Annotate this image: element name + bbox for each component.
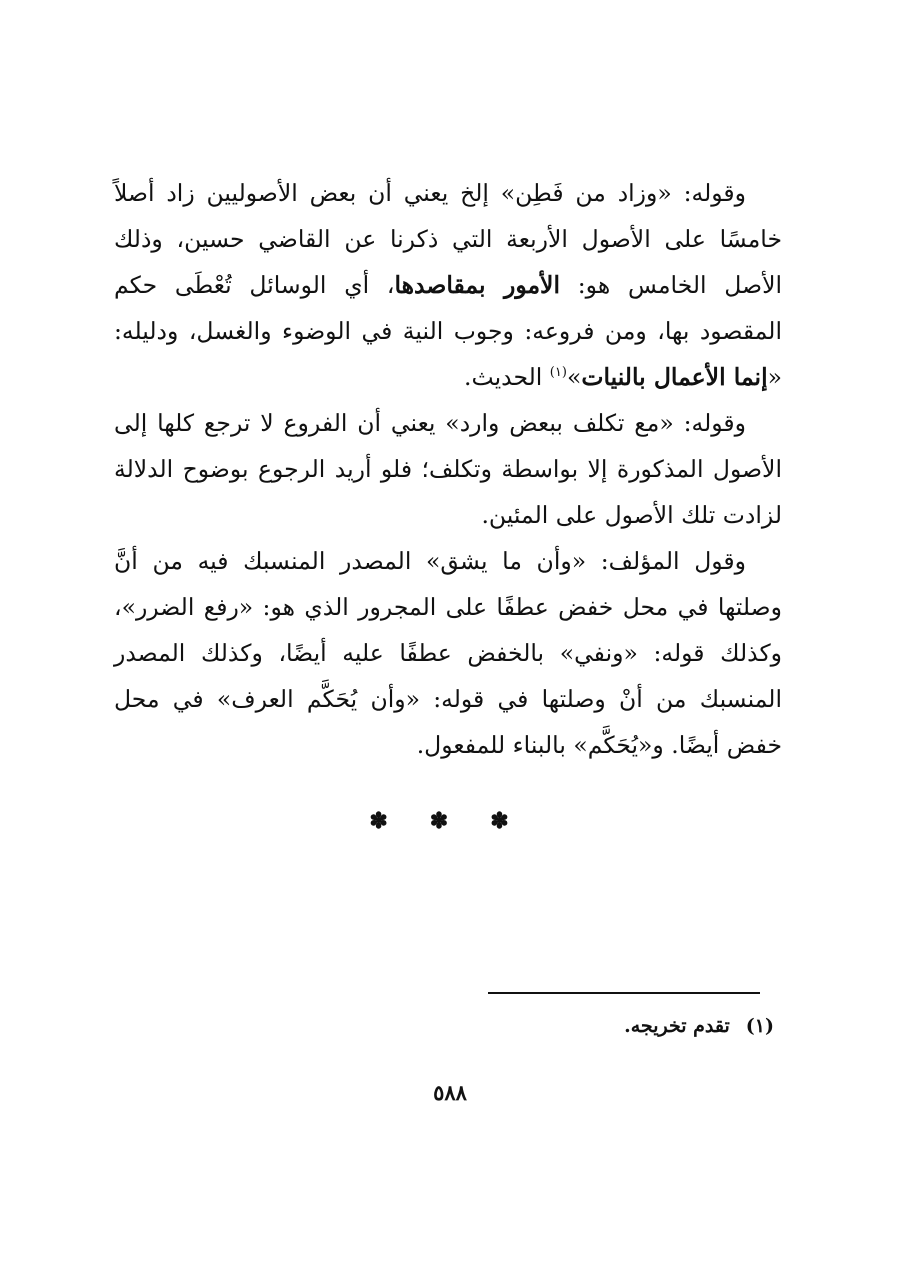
paragraph-2 bbox=[114, 400, 782, 538]
paragraph-3 bbox=[114, 538, 782, 768]
text-segment: وقوله: «مع تكلف ببعض وارد» يعني أن الفروع لا ترجع كلها إلى الأصول المذكورة إلا بواسطة وتكلف؛ فلو أريد الرجوع بوضوح الدلالة لزادت تلك الأصول على المئين. bbox=[114, 409, 782, 529]
footnote-divider bbox=[488, 992, 760, 994]
text-segment: ، أي الوسائل تُعْطَى حكم المقصود بها، ومن فروعه: وجوب النية في الوضوء والغسل، ودليله: « bbox=[114, 271, 782, 391]
asterism-icon: ✽ bbox=[369, 808, 410, 834]
bold-phrase: الأمور بمقاصدها bbox=[394, 271, 560, 299]
footnote-reference[interactable]: (١) bbox=[549, 365, 567, 381]
asterism-icon: ✽ bbox=[429, 808, 471, 834]
text-segment: وقوله: «وزاد من فَطِن» إلخ يعني أن بعض الأصوليين زاد أصلاً خامسًا على الأصول الأربعة التي ذكرنا عن القاضي حسين، وذلك الأصل الخامس هو: bbox=[114, 179, 782, 299]
text-segment: وقول المؤلف: «وأن ما يشق» المصدر المنسبك فيه من أنَّ وصلتها في محل خفض عطفًا على المجرور الذي هو: «رفع الضرر»، وكذلك قوله: «ونفي» بالخفض عطفًا عليه أيضًا، وكذلك المصدر المنسبك من أنْ وصلتها في قوله: «وأن يُحَكَّم العرف» في محل خفض أيضًا. و«يُحَكَّم» بالبناء للمفعول. bbox=[114, 547, 782, 759]
section-separator bbox=[0, 808, 900, 834]
text-segment: » bbox=[566, 363, 582, 391]
main-text bbox=[114, 170, 782, 768]
paragraph-1 bbox=[114, 170, 782, 400]
text-segment: الحديث. bbox=[464, 363, 550, 391]
page-number: ٥٨٨ bbox=[433, 1080, 467, 1105]
footnote-number: (١) bbox=[745, 1015, 774, 1037]
asterism-icon: ✽ bbox=[490, 808, 531, 834]
footnote-text: تقدم تخريجه. bbox=[624, 1015, 730, 1037]
footnote bbox=[624, 1015, 774, 1037]
hadith-quote: إنما الأعمال بالنيات bbox=[581, 363, 768, 391]
